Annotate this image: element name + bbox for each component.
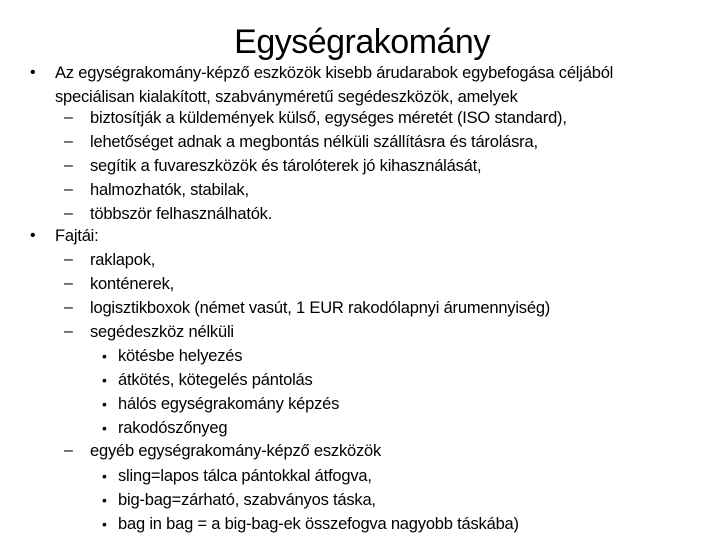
bullet-icon: • <box>30 64 36 81</box>
list-item-text: biztosítják a küldemények külső, egységes méretét (ISO standard), <box>90 109 567 127</box>
list-item-text: többször felhasználhatók. <box>90 205 273 223</box>
list-item <box>64 249 156 271</box>
list-item <box>64 297 551 319</box>
list-item <box>64 321 234 343</box>
dash-icon: – <box>64 157 73 174</box>
list-item <box>64 203 273 225</box>
list-item <box>102 489 376 511</box>
bullet-icon: • <box>102 468 107 484</box>
dash-icon: – <box>64 205 73 222</box>
list-item-text: átkötés, kötegelés pántolás <box>118 371 313 389</box>
list-item <box>30 225 99 247</box>
list-item-text: konténerek, <box>90 275 175 293</box>
list-item-text: segédeszköz nélküli <box>90 323 234 341</box>
slide-title: Egységrakomány <box>234 23 490 61</box>
dash-icon: – <box>64 133 73 150</box>
list-item <box>102 345 243 367</box>
list-item <box>64 131 538 153</box>
list-item <box>102 513 519 535</box>
dash-icon: – <box>64 275 73 292</box>
list-item <box>102 417 228 439</box>
list-item <box>64 179 249 201</box>
list-item <box>102 465 372 487</box>
dash-icon: – <box>64 442 73 459</box>
bullet-icon: • <box>102 492 107 508</box>
list-item-text: speciálisan kialakított, szabványméretű segédeszközök, amelyek <box>55 88 518 106</box>
list-item-text: logisztikboxok (német vasút, 1 EUR rakodólapnyi árumennyiség) <box>90 299 551 317</box>
dash-icon: – <box>64 299 73 316</box>
bullet-icon: • <box>30 227 36 244</box>
list-item-text: bag in bag = a big-bag-ek összefogva nagyobb táskába) <box>118 515 519 533</box>
bullet-icon: • <box>102 372 107 388</box>
list-item-text: kötésbe helyezés <box>118 347 243 365</box>
list-item-text: segítik a fuvareszközök és tárolóterek jó kihasználását, <box>90 157 482 175</box>
list-item-text: lehetőséget adnak a megbontás nélküli szállításra és tárolásra, <box>90 133 538 151</box>
dash-icon: – <box>64 323 73 340</box>
list-item <box>102 369 313 391</box>
dash-icon: – <box>64 181 73 198</box>
list-item <box>55 86 518 108</box>
list-item-text: egyéb egységrakomány-képző eszközök <box>90 442 382 460</box>
list-item-text: rakodószőnyeg <box>118 419 228 437</box>
bullet-icon: • <box>102 420 107 436</box>
list-item <box>30 62 614 84</box>
list-item-text: raklapok, <box>90 251 156 269</box>
list-item <box>64 273 175 295</box>
dash-icon: – <box>64 109 73 126</box>
list-item-text: hálós egységrakomány képzés <box>118 395 340 413</box>
list-item <box>102 393 340 415</box>
bullet-icon: • <box>102 348 107 364</box>
list-item-text: sling=lapos tálca pántokkal átfogva, <box>118 467 372 485</box>
list-item-text: big-bag=zárható, szabványos táska, <box>118 491 376 509</box>
list-item-text: halmozhatók, stabilak, <box>90 181 249 199</box>
list-item <box>64 155 482 177</box>
list-item-text: Fajtái: <box>55 227 99 245</box>
bullet-icon: • <box>102 516 107 532</box>
bullet-icon: • <box>102 396 107 412</box>
list-item <box>64 440 382 462</box>
dash-icon: – <box>64 251 73 268</box>
list-item <box>64 107 567 129</box>
list-item-text: Az egységrakomány-képző eszközök kisebb árudarabok egybefogása céljából <box>55 64 614 82</box>
